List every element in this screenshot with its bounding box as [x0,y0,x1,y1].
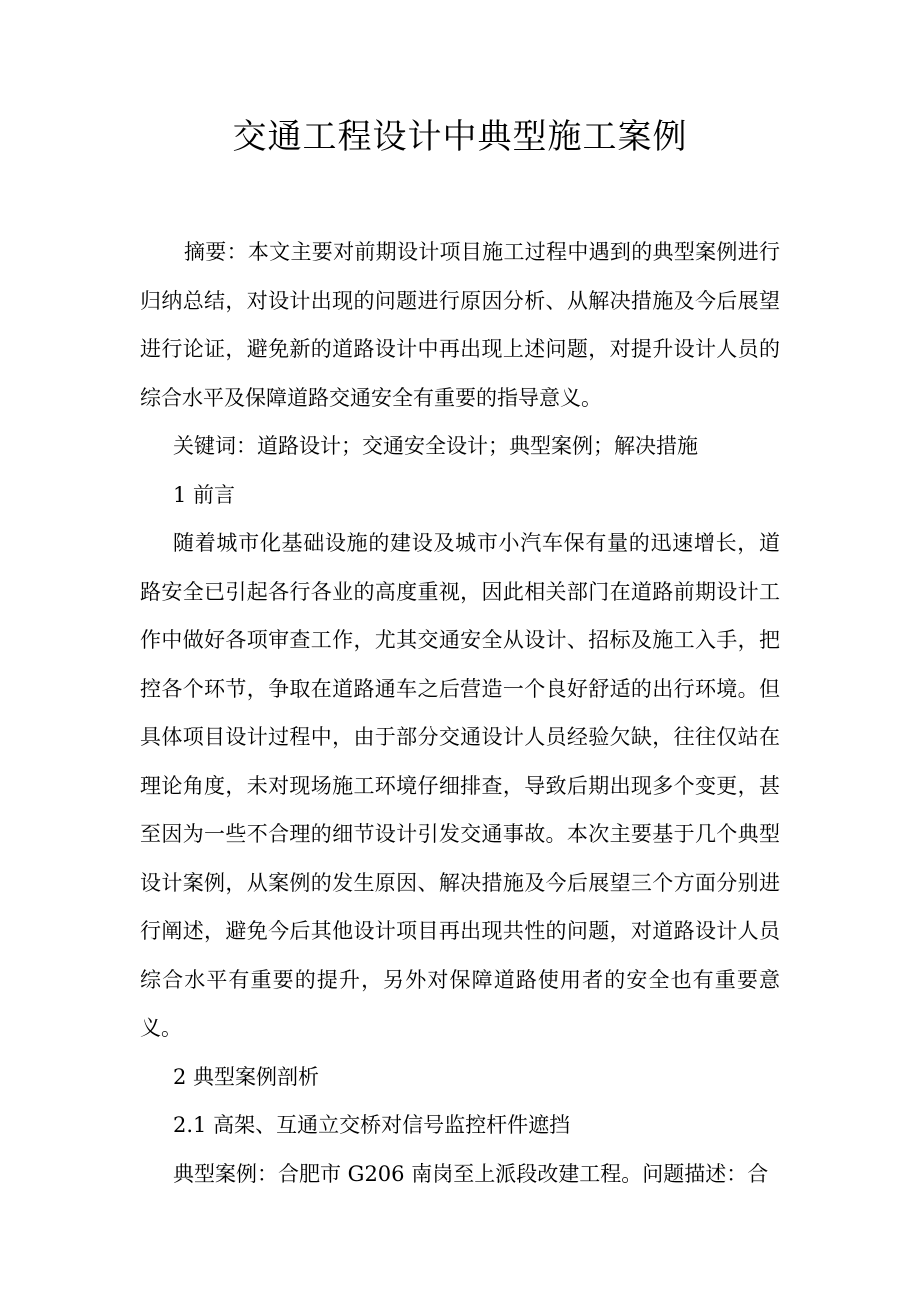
keywords-paragraph: 关键词：道路设计；交通安全设计；典型案例；解决措施 [173,434,698,458]
section-2-1-paragraph: 典型案例：合肥市 G206 南岗至上派段改建工程。问题描述：合 [173,1161,769,1186]
section-2-1-heading: 2.1 高架、互通立交桥对信号监控杆件遮挡 [173,1113,571,1137]
document-title: 交通工程设计中典型施工案例 [232,117,688,157]
section-1-paragraph: 随着城市化基础设施的建设及城市小汽车保有量的迅速增长，道路安全已引起各行各业的高度重视，因此相关部门在道路前期设计工作中做好各项审查工作，尤其交通安全从设计、招标及施工入手，把控各个环节，争取在道路通车之后营造一个良好舒适的出行环境。但具体项目设计过程中，由于部分交通设计人员经验欠缺，往往仅站在理论角度，未对现场施工环境仔细排查，导致后期出现多个变更，甚至因为一些不合理的细节设计引发交通事故。本次主要基于几个典型设计案例，从案例的发生原因、解决措施及今后展望三个方面分别进行阐述，避免今后其他设计项目再出现共性的问题，对道路设计人员综合水平有重要的提升，另外对保障道路使用者的安全也有重要意义。 [140,531,780,1040]
section-2-heading: 2 典型案例剖析 [173,1064,320,1089]
document-body [140,228,780,1198]
abstract-paragraph: 摘要：本文主要对前期设计项目施工过程中遇到的典型案例进行归纳总结，对设计出现的问题进行原因分析、从解决措施及今后展望进行论证，避免新的道路设计中再出现上述问题，对提升设计人员的综合水平及保障道路交通安全有重要的指导意义。 [140,240,780,410]
section-1-heading: 1 前言 [173,482,236,507]
